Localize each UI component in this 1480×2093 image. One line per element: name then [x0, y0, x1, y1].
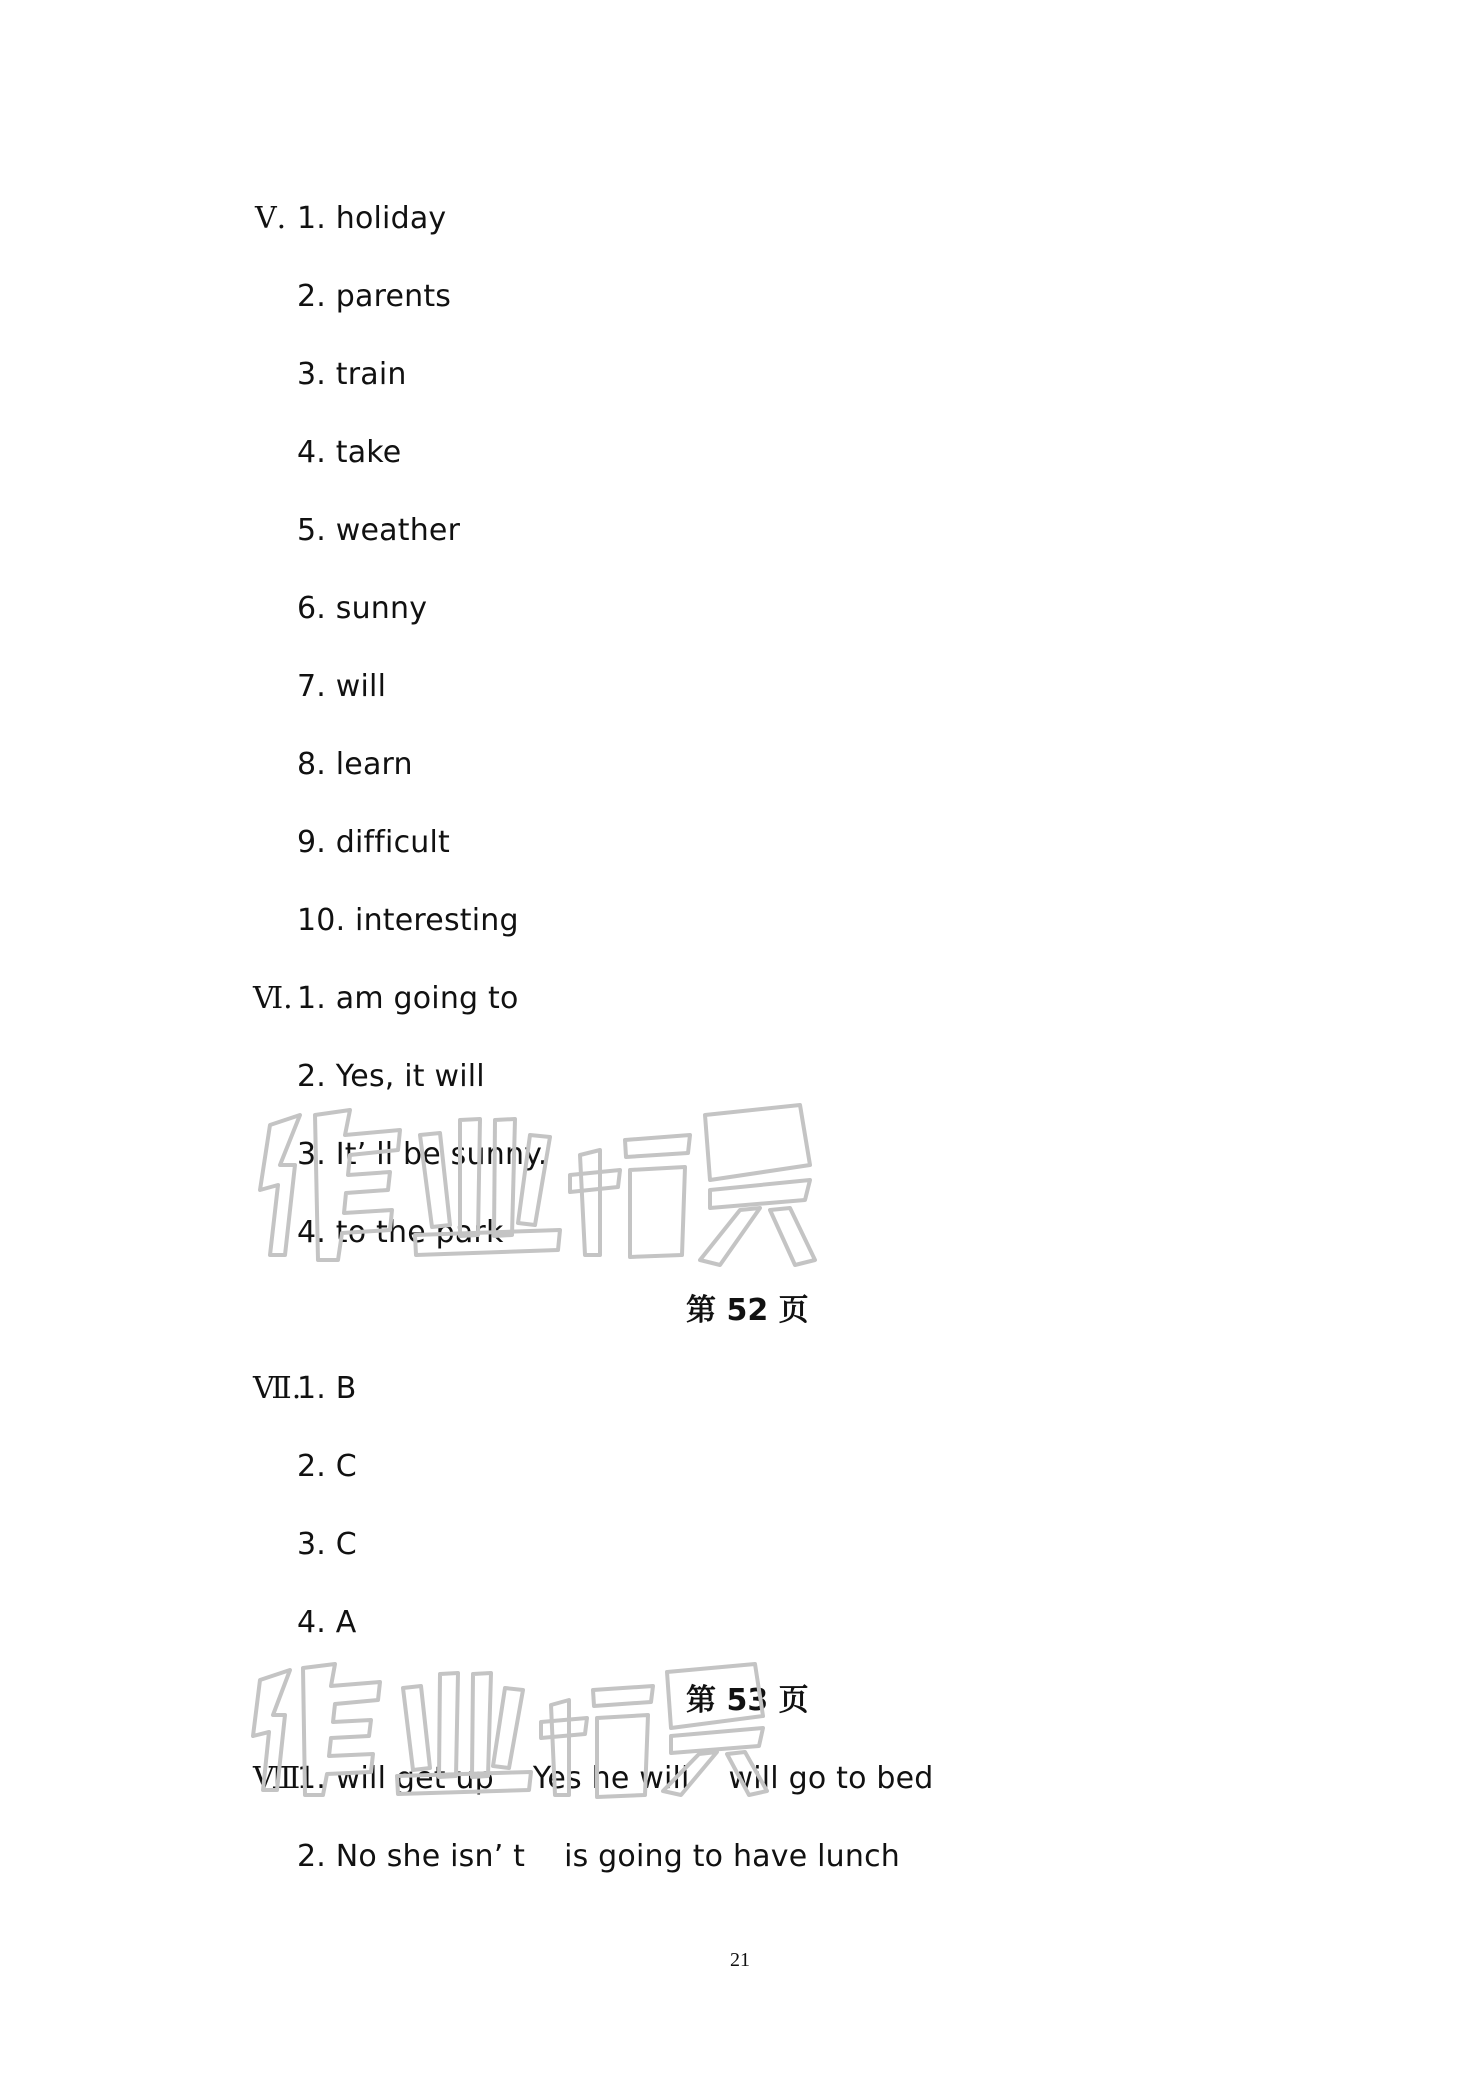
- page-number: 21: [730, 1949, 750, 1971]
- answer-v-3: 3. train: [297, 357, 407, 392]
- answer-viii-2: 2. No she isn’ t is going to have lunch: [297, 1839, 900, 1874]
- page-heading-53: 第 53 页: [686, 1683, 809, 1718]
- section-numeral-v: Ⅴ.: [255, 201, 287, 236]
- answer-vii-2: 2. C: [297, 1449, 357, 1484]
- answer-vii-3: 3. C: [297, 1527, 357, 1562]
- page-heading-52: 第 52 页: [686, 1293, 809, 1328]
- answer-vii-4: 4. A: [297, 1605, 357, 1640]
- answer-viii-1: 1. will get up Yes he will will go to bed: [297, 1761, 934, 1796]
- section-numeral-vi: Ⅵ.: [253, 981, 293, 1016]
- answer-v-5: 5. weather: [297, 513, 461, 548]
- answer-v-9: 9. difficult: [297, 825, 451, 860]
- answer-vi-2: 2. Yes, it will: [297, 1059, 485, 1094]
- answer-v-2: 2. parents: [297, 279, 452, 314]
- answer-v-10: 10. interesting: [297, 903, 519, 938]
- answer-v-8: 8. learn: [297, 747, 413, 782]
- answer-vi-4: 4. to the park: [297, 1215, 504, 1250]
- answer-vii-1: 1. B: [297, 1371, 357, 1406]
- answer-v-6: 6. sunny: [297, 591, 428, 626]
- answer-vi-3: 3. It’ ll be sunny.: [297, 1137, 548, 1172]
- section-numeral-viii: Ⅷ.: [253, 1761, 310, 1796]
- section-numeral-vii: Ⅶ.: [253, 1371, 302, 1406]
- answer-v-4: 4. take: [297, 435, 402, 470]
- answer-vi-1: 1. am going to: [297, 981, 519, 1016]
- answer-v-1: 1. holiday: [297, 201, 447, 236]
- answer-v-7: 7. will: [297, 669, 387, 704]
